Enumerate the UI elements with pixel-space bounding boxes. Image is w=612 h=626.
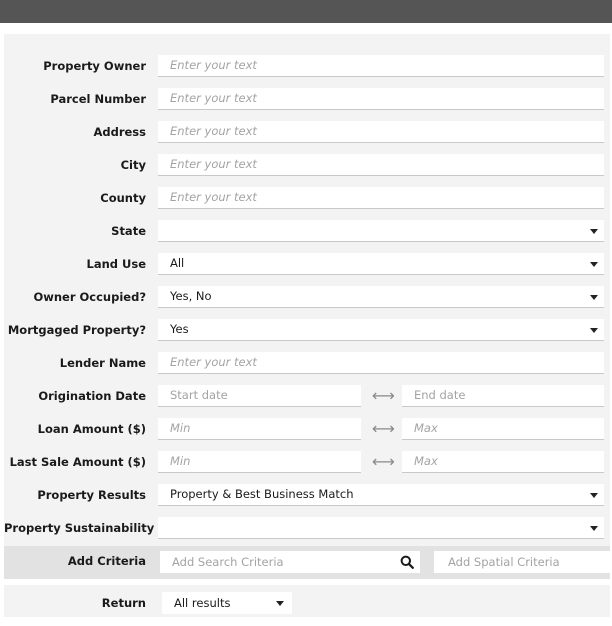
property-sustainability-label: Property Sustainability xyxy=(4,521,155,535)
return-select[interactable] xyxy=(162,592,292,614)
return-value: All results xyxy=(174,596,231,610)
loan-amount-min-input[interactable] xyxy=(158,418,361,440)
lender-name-label: Lender Name xyxy=(59,356,146,370)
city-input[interactable] xyxy=(158,154,604,176)
chevron-down-icon xyxy=(590,229,598,234)
property-results-label: Property Results xyxy=(37,488,146,502)
add-search-criteria-input[interactable] xyxy=(160,551,420,573)
chevron-down-icon xyxy=(590,262,598,267)
land-use-select[interactable] xyxy=(158,253,604,275)
return-label: Return xyxy=(101,596,146,610)
property-results-value: Property & Best Business Match xyxy=(170,487,354,501)
origination-start-placeholder: Start date xyxy=(170,388,228,402)
mortgaged-property-label: Mortgaged Property? xyxy=(7,323,146,337)
state-label: State xyxy=(111,224,146,238)
last-sale-amount-label: Last Sale Amount ($) xyxy=(9,455,146,469)
last-sale-amount-max-placeholder: Max xyxy=(414,454,438,468)
last-sale-amount-min-input[interactable] xyxy=(158,451,361,473)
county-placeholder: Enter your text xyxy=(170,190,257,204)
chevron-down-icon xyxy=(590,493,598,498)
county-input[interactable] xyxy=(158,187,604,209)
double-arrow-icon: ⟷ xyxy=(372,452,395,471)
address-label: Address xyxy=(93,125,146,139)
address-placeholder: Enter your text xyxy=(170,124,257,138)
origination-end-date-input[interactable] xyxy=(402,385,604,407)
lender-name-placeholder: Enter your text xyxy=(170,355,257,369)
address-input[interactable] xyxy=(158,121,604,143)
county-label: County xyxy=(100,191,146,205)
lender-name-input[interactable] xyxy=(158,352,604,374)
parcel-number-label: Parcel Number xyxy=(50,92,146,106)
origination-date-label: Origination Date xyxy=(38,389,146,403)
property-sustainability-select[interactable] xyxy=(158,517,604,539)
land-use-label: Land Use xyxy=(86,257,146,271)
loan-amount-max-input[interactable] xyxy=(402,418,604,440)
parcel-number-input[interactable] xyxy=(158,88,604,110)
land-use-value: All xyxy=(170,256,185,270)
origination-start-date-input[interactable] xyxy=(158,385,361,407)
owner-occupied-label: Owner Occupied? xyxy=(33,290,146,304)
parcel-number-placeholder: Enter your text xyxy=(170,91,257,105)
owner-occupied-select[interactable] xyxy=(158,286,604,308)
double-arrow-icon: ⟷ xyxy=(372,386,395,405)
top-header-bar xyxy=(0,0,612,23)
add-criteria-label: Add Criteria xyxy=(67,554,146,568)
chevron-down-icon xyxy=(590,328,598,333)
last-sale-amount-min-placeholder: Min xyxy=(170,454,191,468)
add-search-criteria-placeholder: Add Search Criteria xyxy=(172,555,284,569)
loan-amount-label: Loan Amount ($) xyxy=(37,422,146,436)
state-select[interactable] xyxy=(158,220,604,242)
mortgaged-property-value: Yes xyxy=(170,322,189,336)
property-owner-placeholder: Enter your text xyxy=(170,58,257,72)
city-placeholder: Enter your text xyxy=(170,157,257,171)
last-sale-amount-max-input[interactable] xyxy=(402,451,604,473)
property-results-select[interactable] xyxy=(158,484,604,506)
loan-amount-min-placeholder: Min xyxy=(170,421,191,435)
chevron-down-icon xyxy=(590,526,598,531)
property-owner-label: Property Owner xyxy=(43,59,146,73)
origination-end-placeholder: End date xyxy=(414,388,466,402)
owner-occupied-value: Yes, No xyxy=(170,289,212,303)
property-owner-input[interactable] xyxy=(158,55,604,77)
search-icon[interactable] xyxy=(400,555,414,569)
add-spatial-criteria-placeholder: Add Spatial Criteria xyxy=(448,555,560,569)
double-arrow-icon: ⟷ xyxy=(372,419,395,438)
city-label: City xyxy=(120,158,146,172)
mortgaged-property-select[interactable] xyxy=(158,319,604,341)
add-spatial-criteria-input[interactable] xyxy=(434,551,610,573)
loan-amount-max-placeholder: Max xyxy=(414,421,438,435)
chevron-down-icon xyxy=(276,601,284,606)
chevron-down-icon xyxy=(590,295,598,300)
